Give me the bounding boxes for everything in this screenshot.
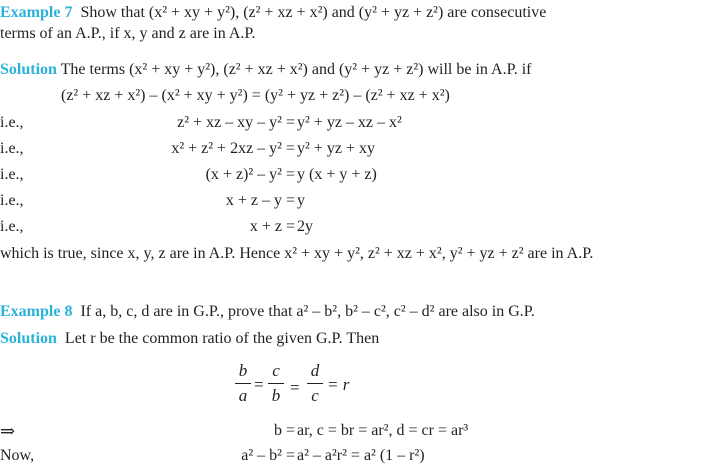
step-label: i.e., xyxy=(0,140,24,157)
solution-7-first-equation-row xyxy=(0,84,706,108)
equals-sign: = xyxy=(254,375,264,394)
step-lhs: (x + z)² – y² = xyxy=(205,166,295,183)
solution-7-intro-text: The terms (x² + xy + y²), (z² + xz + x²) and (y² + yz + z²) will be in A.P. if xyxy=(60,61,532,78)
solution-7-step-row xyxy=(0,163,706,187)
solution-7-step-row xyxy=(0,215,706,239)
implies-row xyxy=(0,419,706,443)
implies-icon: ⇒ xyxy=(0,421,16,441)
step-label: i.e., xyxy=(0,114,24,131)
example-8-label: Example 8 xyxy=(0,303,73,320)
fraction-denominator: b xyxy=(271,386,281,405)
solution-8-intro xyxy=(0,328,706,349)
step-rhs: y xyxy=(297,192,305,209)
fraction-denominator: c xyxy=(311,386,319,405)
step-label: i.e., xyxy=(0,166,24,183)
implies-lhs: b = xyxy=(273,422,295,439)
fraction-bar xyxy=(235,383,251,384)
step-lhs: x² + z² + 2xz – y² = xyxy=(171,140,295,157)
solution-7-step-row xyxy=(0,111,706,135)
step-lhs: x + z – y = xyxy=(225,192,295,209)
step-label: i.e., xyxy=(0,218,24,235)
step-rhs: 2y xyxy=(297,218,313,235)
example-8-text: If a, b, c, d are in G.P., prove that a² – b², b² – c², c² – d² are also in G.P. xyxy=(80,303,535,320)
solution-8-intro-text: Let r be the common ratio of the given G.P. Then xyxy=(64,330,380,347)
example-8-statement xyxy=(0,301,706,322)
ratio-result: = r xyxy=(327,375,350,394)
step-lhs: z² + xz – xy – y² = xyxy=(177,114,295,131)
example-7-label: Example 7 xyxy=(0,4,73,21)
solution-7-step-row xyxy=(0,189,706,213)
fraction-b-over-a xyxy=(235,360,251,407)
now-rhs: a² – a²r² = a² (1 – r²) xyxy=(297,447,425,464)
now-lhs: a² – b² = xyxy=(241,447,295,464)
step-rhs: y² + yz + xy xyxy=(297,140,375,157)
fraction-bar xyxy=(268,383,284,384)
example-7-text-line1: Show that (x² + xy + y²), (z² + xz + x²) and (y² + yz + z²) are consecutive xyxy=(80,4,547,21)
example-7-statement xyxy=(0,2,706,23)
solution-8-label: Solution xyxy=(0,330,57,347)
solution-7-label: Solution xyxy=(0,61,57,78)
fraction-numerator: c xyxy=(272,361,280,380)
fraction-denominator: a xyxy=(238,386,248,405)
fraction-c-over-b xyxy=(268,360,284,407)
fraction-numerator: b xyxy=(238,361,248,380)
implies-rhs: ar, c = br = ar², d = cr = ar³ xyxy=(297,422,469,439)
fraction-d-over-c xyxy=(307,360,323,407)
solution-7-first-equation: (z² + xz + x²) – (x² + xy + y²) = (y² + yz + z²) – (z² + xz + x²) xyxy=(61,87,450,104)
fraction-bar xyxy=(307,383,323,384)
solution-7-intro xyxy=(0,59,706,80)
ratio-equation xyxy=(0,360,706,416)
fraction-numerator: d xyxy=(310,361,320,380)
solution-7-conclusion: which is true, since x, y, z are in A.P. Hence x² + xy + y², z² + xz + x², y² + yz + z² are in A.P. xyxy=(0,245,594,262)
step-rhs: y (x + y + z) xyxy=(297,166,377,183)
solution-7-step-row xyxy=(0,137,706,161)
step-rhs: y² + yz – xz – x² xyxy=(297,114,402,131)
now-label: Now, xyxy=(0,447,35,464)
now-row xyxy=(0,444,706,468)
step-lhs: x + z = xyxy=(249,218,295,235)
example-7-statement-line2: terms of an A.P., if x, y and z are in A.P. xyxy=(0,25,256,42)
step-label: i.e., xyxy=(0,192,24,209)
equals-sign: = xyxy=(290,378,300,397)
